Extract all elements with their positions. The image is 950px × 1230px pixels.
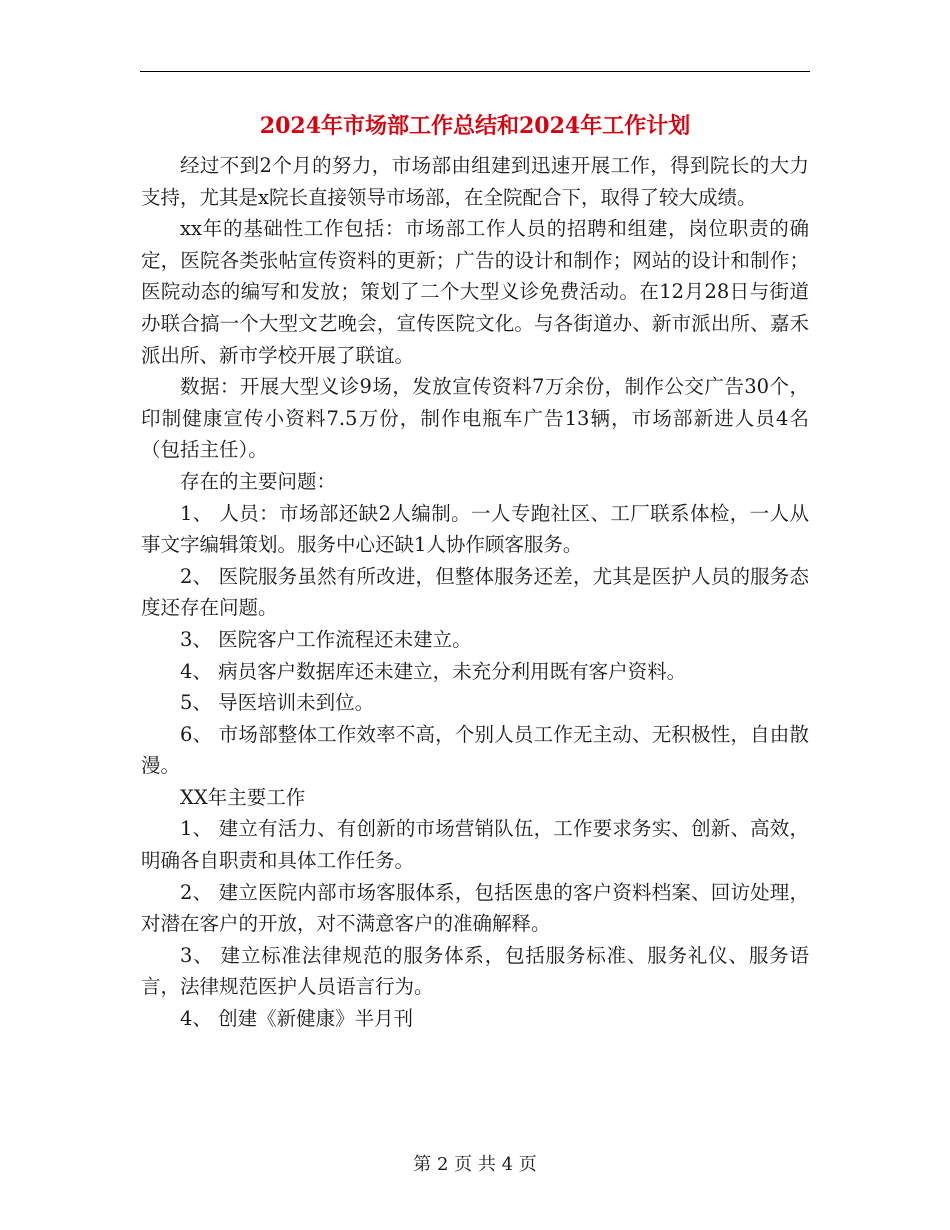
paragraph-intro: 经过不到2个月的努力，市场部由组建到迅速开展工作，得到院长的大力支持，尤其是x院长直接领导市场部，在全院配合下，取得了较大成绩。 bbox=[141, 154, 809, 209]
problem-item: 2、 医院服务虽然有所改进，但整体服务还差，尤其是医护人员的服务态度还存在问题。 bbox=[141, 564, 809, 620]
section-heading-problems: 存在的主要问题： bbox=[180, 469, 337, 493]
problem-item: 6、 市场部整体工作效率不高，个别人员工作无主动、无积极性，自由散漫。 bbox=[141, 722, 809, 778]
document-title: 2024年市场部工作总结和2024年工作计划 bbox=[259, 113, 691, 139]
problem-item: 3、 医院客户工作流程还未建立。 bbox=[180, 627, 472, 651]
paragraph-data: 数据：开展大型义诊9场，发放宣传资料7万余份，制作公交广告30个，印制健康宣传小资料7.5万份，制作电瓶车广告13辆，市场部新进人员4名（包括主任）。 bbox=[141, 375, 809, 462]
plan-item: 4、 创建《新健康》半月刊 bbox=[180, 1007, 414, 1031]
section-heading-plan: XX年主要工作 bbox=[180, 785, 306, 809]
document-body bbox=[141, 150, 809, 1035]
problem-item: 4、 病员客户数据库还未建立，未充分利用既有客户资料。 bbox=[180, 659, 687, 683]
problem-item: 1、 人员：市场部还缺2人编制。一人专跑社区、工厂联系体检，一人从事文字编辑策划。服务中心还缺1人协作顾客服务。 bbox=[141, 501, 809, 557]
plan-item: 2、 建立医院内部市场客服体系，包括医患的客户资料档案、回访处理，对潜在客户的开放，对不满意客户的准确解释。 bbox=[141, 880, 809, 936]
page-number-footer: 第 2 页 共 4 页 bbox=[413, 1154, 537, 1175]
header-rule bbox=[140, 71, 810, 72]
plan-item: 3、 建立标准法律规范的服务体系，包括服务标准、服务礼仪、服务语言，法律规范医护人员语言行为。 bbox=[141, 943, 809, 999]
paragraph-basic-work: xx年的基础性工作包括：市场部工作人员的招聘和组建，岗位职责的确定，医院各类张帖宣传资料的更新；广告的设计和制作；网站的设计和制作；医院动态的编写和发放；策划了二个大型义诊免费活动。在12月28日与街道办联合搞一个大型文艺晚会，宣传医院文化。与各街道办、新市派出所、嘉禾派出所、新市学校开展了联谊。 bbox=[141, 217, 809, 367]
plan-item: 1、 建立有活力、有创新的市场营销队伍，工作要求务实、创新、高效，明确各自职责和具体工作任务。 bbox=[141, 817, 809, 873]
problem-item: 5、 导医培训未到位。 bbox=[180, 691, 375, 715]
